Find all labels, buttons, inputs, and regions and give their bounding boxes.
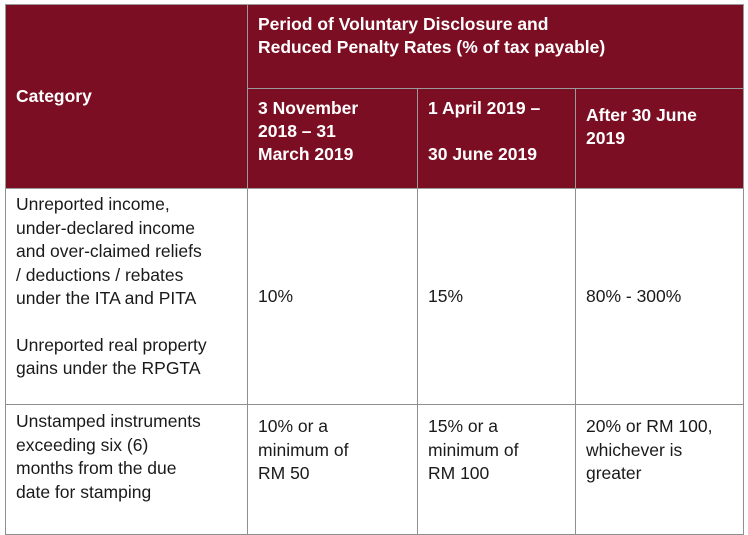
table-row (6, 189, 744, 405)
rate-line: greater (586, 463, 642, 483)
category-line: Unreported income, (16, 194, 170, 214)
category-line: / deductions / rebates (16, 264, 184, 285)
header-period-group (248, 5, 744, 89)
rate-line: RM 100 (428, 463, 490, 483)
row-category-income (6, 189, 248, 405)
header-row-group (6, 5, 744, 89)
category-paragraph (16, 193, 237, 311)
header-period-2 (418, 89, 576, 189)
header-period-1 (248, 89, 418, 189)
rate-cell (576, 405, 744, 535)
header-period-1-line: 2018 – 31 (258, 121, 336, 141)
header-period-2-spacer (428, 120, 565, 143)
rate-line: whichever is (586, 439, 683, 460)
rate-line: 20% or RM 100, (586, 416, 713, 436)
category-line: and over-claimed reliefs (16, 241, 202, 261)
rate-line: 10% or a (258, 416, 329, 436)
header-category: Category (6, 5, 248, 189)
row-category-stamping (6, 405, 248, 535)
table-row (6, 405, 744, 535)
category-line: Unreported real property (16, 334, 207, 355)
rate-cell: 10% (248, 189, 418, 405)
rate-cell: 15% (418, 189, 576, 405)
header-period-3 (576, 89, 744, 189)
header-period-group-line: Reduced Penalty Rates (% of tax payable) (258, 37, 606, 57)
header-period-group-line: Period of Voluntary Disclosure and (258, 14, 549, 34)
rate-line: 15% or a (428, 416, 499, 436)
rate-cell (418, 405, 576, 535)
header-period-3-line: After 30 June (586, 105, 697, 125)
rate-line: RM 50 (258, 463, 310, 483)
category-line: Unstamped instruments (16, 411, 201, 431)
rate-cell (248, 405, 418, 535)
header-period-2-line: 1 April 2019 – (428, 98, 541, 118)
header-period-3-line: 2019 (586, 128, 625, 148)
category-line: under the ITA and PITA (16, 288, 197, 308)
category-line: date for stamping (16, 481, 152, 502)
header-period-1-line: March 2019 (258, 144, 354, 164)
header-period-1-line: 3 November (258, 98, 359, 118)
category-line: months from the due (16, 458, 177, 478)
header-period-2-line: 30 June 2019 (428, 144, 537, 164)
category-line: gains under the RPGTA (16, 358, 201, 378)
category-line: under-declared income (16, 217, 195, 238)
rate-cell: 80% - 300% (576, 189, 744, 405)
category-line: exceeding six (6) (16, 434, 149, 455)
category-paragraph (16, 334, 237, 381)
penalty-rates-table (5, 4, 744, 535)
rate-line: minimum of (428, 439, 519, 460)
rate-line: minimum of (258, 439, 349, 460)
